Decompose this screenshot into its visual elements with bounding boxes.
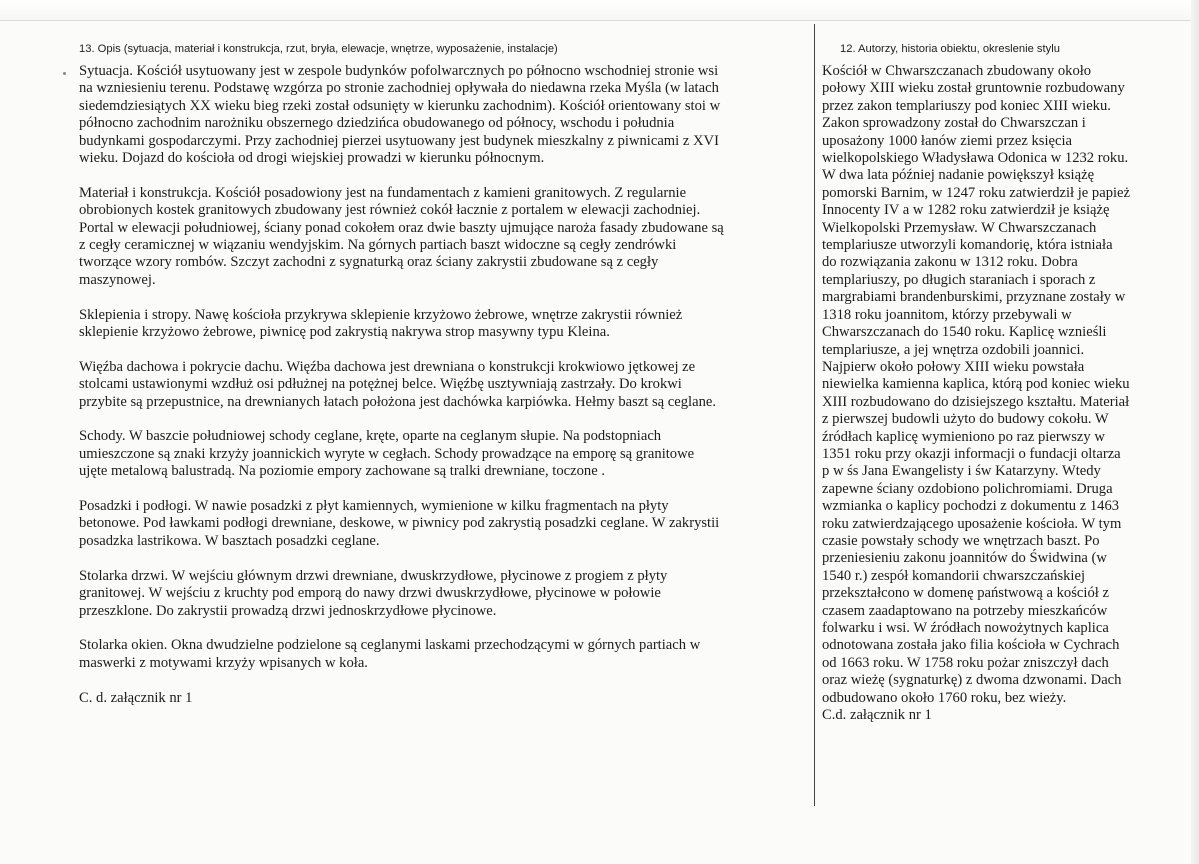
text-line: przybite są przepustnice, na drewnianych łatach położona jest dachówka karpiówka. Hełmy baszt są ceglane. [79, 393, 717, 410]
text-line: folwarku i wsi. W źródłach nowożytnych kaplica [822, 620, 1109, 636]
text-line: C.d. załącznik nr 1 [822, 707, 932, 724]
description-paragraph [79, 568, 807, 620]
text-line: Stolarka drzwi. W wejściu głównym drzwi drewniane, dwuskrzydłowe, płycinowe z progiem z płyty [79, 567, 668, 584]
text-line: wielkopolskiego Władysława Odonica w 1232 roku. [822, 150, 1129, 167]
text-line: ujęte metalową balustradą. Na poziomie empory zachowane są tralki drewniane, toczone . [79, 463, 605, 480]
description-column [79, 63, 807, 724]
text-line: Chwarszczanach do 1540 roku. Kaplicę wznieśli [822, 324, 1107, 341]
text-line: C. d. załącznik nr 1 [79, 689, 193, 706]
text-line: odbudowano około 1760 roku, bez wieży. [822, 689, 1067, 706]
text-line: W dwa lata później nadanie powiększył książę [822, 167, 1095, 184]
text-line: roku zatwierdzającego uposażenie kościoła. W tym [822, 515, 1122, 532]
text-line: Portal w elewacji południowej, ściany ponad cokołem oraz dwie baszty ujmujące naroża fasady zbudowane są [79, 219, 724, 236]
text-line: przekształcono w domenę państwową a kościół z [822, 585, 1109, 602]
text-line: stolcami ustawionymi wzdłuż osi pdłużnej na potężnej belce. Więźbę usztywniają zastrzały. Do krokwi [79, 376, 682, 393]
page-right-edge [1191, 0, 1199, 864]
description-paragraph [79, 185, 807, 289]
text-line: oraz wieżę (sygnaturkę) z dwoma dzwonami. Dach [822, 672, 1122, 689]
column-divider [814, 24, 815, 806]
text-line: Innocenty IV a w 1282 roku zatwierdził je książę [822, 202, 1110, 219]
description-paragraph [79, 428, 807, 480]
text-line: czasem zaadaptowano na potrzeby mieszkańców [822, 602, 1108, 619]
text-line: Sytuacja. Kościół usytuowany jest w zespole budynków pofolwarcznych po północno wschodniej stronie wsi [79, 63, 719, 79]
description-paragraph [79, 637, 807, 672]
text-line: zapewne ściany ozdobiono polichromiami. Druga [822, 480, 1113, 497]
text-line: margrabiami brandenburskimi, przyznane zostały w [822, 289, 1126, 306]
description-paragraph [79, 307, 807, 342]
text-line: niewielka kamienna kaplica, którą pod koniec wieku [822, 376, 1130, 393]
text-line: templariusze utworzyli komandorię, która istniała [822, 237, 1113, 254]
text-line: umieszczone są znaki krzyży joannickich wyryte w cegłach. Schody prowadzące na emporę są granitowe [79, 445, 695, 462]
text-line: Więźba dachowa i pokrycie dachu. Więźba dachowa jest drewniana o konstrukcji krokwiowo jętkowej ze [79, 358, 696, 375]
text-line: z pierwszej budowli użyto do budowy cokołu. W [822, 411, 1109, 428]
text-line: na wzniesieniu terenu. Podstawę wzgórza po stronie zachodniej opływała do niedawna rzeka Myśla (w latach [79, 80, 719, 97]
text-line: siedemdziesiątych XX wieku bieg rzeki został odsunięty w kierunku zachodnim). Kościół orientowany stoi w [79, 97, 721, 114]
text-line: betonowe. Pod ławkami podłogi drewniane, deskowe, w piwnicy pod zakrystią posadzki ceglane. W zakrystii [79, 515, 720, 532]
text-line: templariuszy, po długich staraniach i sporach z [822, 271, 1096, 288]
text-line: budynkami gospodarczymi. Przy zachodniej pierzei usytuowany jest budynek mieszkalny z piwnicami z XVI [79, 132, 719, 149]
text-line: maszynowej. [79, 271, 156, 288]
text-line: XIII rozbudowano do dzisiejszego kształtu. Materiał [822, 393, 1130, 410]
text-line: Najpierw około połowy XIII wieku powstała [822, 358, 1085, 375]
text-line: posadzka lastrikowa. W basztach posadzki ceglane. [79, 532, 380, 549]
right-column-heading: 12. Autorzy, historia obiektu, okreslenie stylu [840, 43, 1060, 55]
text-line: połowy XIII wieku został gruntownie rozbudowany [822, 80, 1125, 97]
text-line: przeniesieniu zakonu joannitów do Świdwina (w [822, 550, 1107, 567]
text-line: Zakon sprowadzony został do Chwarszczan i [822, 115, 1086, 132]
text-line: Posadzki i podłogi. W nawie posadzki z płyt kamiennych, wymienione w kilku fragmentach na płyty [79, 498, 669, 515]
text-line: wzmianka o kaplicy pochodzi z dokumentu z 1463 [822, 498, 1120, 515]
text-line: p w śs Jana Ewangelisty i św Katarzyny. Wtedy [822, 463, 1101, 480]
text-line: od 1663 roku. W 1758 roku pożar zniszczył dach [822, 654, 1109, 671]
margin-dot-mark [63, 72, 66, 75]
text-line: maswerki z motywami krzyży wpisanych w koła. [79, 654, 368, 671]
text-line: północno zachodnim narożniku obszernego dziedzińca obudowanego od północy, wschodu i południa [79, 115, 675, 132]
page-top-edge [0, 0, 1199, 21]
text-line: Sklepienia i stropy. Nawę kościoła przykrywa sklepienie krzyżowo żebrowe, wnętrze zakrystii również [79, 306, 683, 323]
text-line: źródłach kaplicę wymieniono po raz pierwszy w [822, 428, 1105, 445]
text-line: obrobionych kostek granitowych zbudowany jest również cokół łacznie z portalem w elewacji zachodniej. [79, 202, 701, 219]
text-line: odnotowana została jako filia kościoła w Cychrach [822, 637, 1120, 654]
text-line: templariusze, a jej wnętrza ozdobili joannici. [822, 341, 1085, 358]
description-paragraph [79, 498, 807, 550]
text-line: Kościół w Chwarszczanach zbudowany około [822, 63, 1092, 79]
text-line: granitowej. W wejściu z kruchty pod emporą do nawy drzwi dwuskrzydłowe, płycinowe w połowie [79, 585, 661, 602]
text-line: Stolarka okien. Okna dwudzielne podzielone są ceglanymi laskami przechodzącymi w górnych partiach w [79, 637, 701, 654]
description-paragraph [79, 359, 807, 411]
description-paragraph [79, 63, 807, 167]
text-line: sklepienie krzyżowo żebrowe, piwnicę pod zakrystią nakrywa strop masywny typu Kleina. [79, 324, 610, 341]
text-line: do rozwiązania zakonu w 1312 roku. Dobra [822, 254, 1078, 271]
text-line: uposażony 1000 łanów ziemi przez księcia [822, 132, 1073, 149]
text-line: przeszklone. Do zakrystii prowadzą drzwi jednoskrzydłowe płycinowe. [79, 602, 497, 619]
text-line: czasie powstały schody we wnętrzach baszt. Po [822, 532, 1100, 549]
text-line: 1540 r.) zespół komandorii chwarszczańskiej [822, 567, 1086, 584]
text-line: tworzące wzory rombów. Szczyt zachodni z sygnaturką oraz ściany zakrystii zbudowane są z cegły [79, 254, 659, 271]
text-line: z cegły ceramicznej w wiązaniu wendyjskim. Na górnych partiach baszt widoczne są cegły zendrówki [79, 237, 677, 254]
text-line: 1351 roku przy okazji informacji o fundacji oltarza [822, 445, 1121, 462]
left-column-heading: 13. Opis (sytuacja, materiał i konstrukcja, rzut, bryła, elewacje, wnętrze, wyposażenie, instalacje) [79, 43, 558, 55]
text-line: Wielkopolski Przemysław. W Chwarszczanach [822, 219, 1097, 236]
text-line: Schody. W baszcie południowej schody ceglane, kręte, oparte na ceglanym słupie. Na podstopniach [79, 428, 662, 445]
text-line: Materiał i konstrukcja. Kościół posadowiony jest na fundamentach z kamieni granitowych. Z regularnie [79, 184, 687, 201]
history-column [822, 63, 1170, 724]
text-line: wieku. Dojazd do kościoła od drogi wiejskiej prowadzi w kierunku północnym. [79, 150, 545, 167]
text-line: 1318 roku joannitom, którzy przebywali w [822, 306, 1072, 323]
description-paragraph [79, 690, 807, 707]
text-line: pomorski Barnim, w 1247 roku zatwierdził je papież [822, 184, 1131, 201]
text-line: przez zakon templariuszy pod koniec XIII wieku. [822, 97, 1111, 114]
